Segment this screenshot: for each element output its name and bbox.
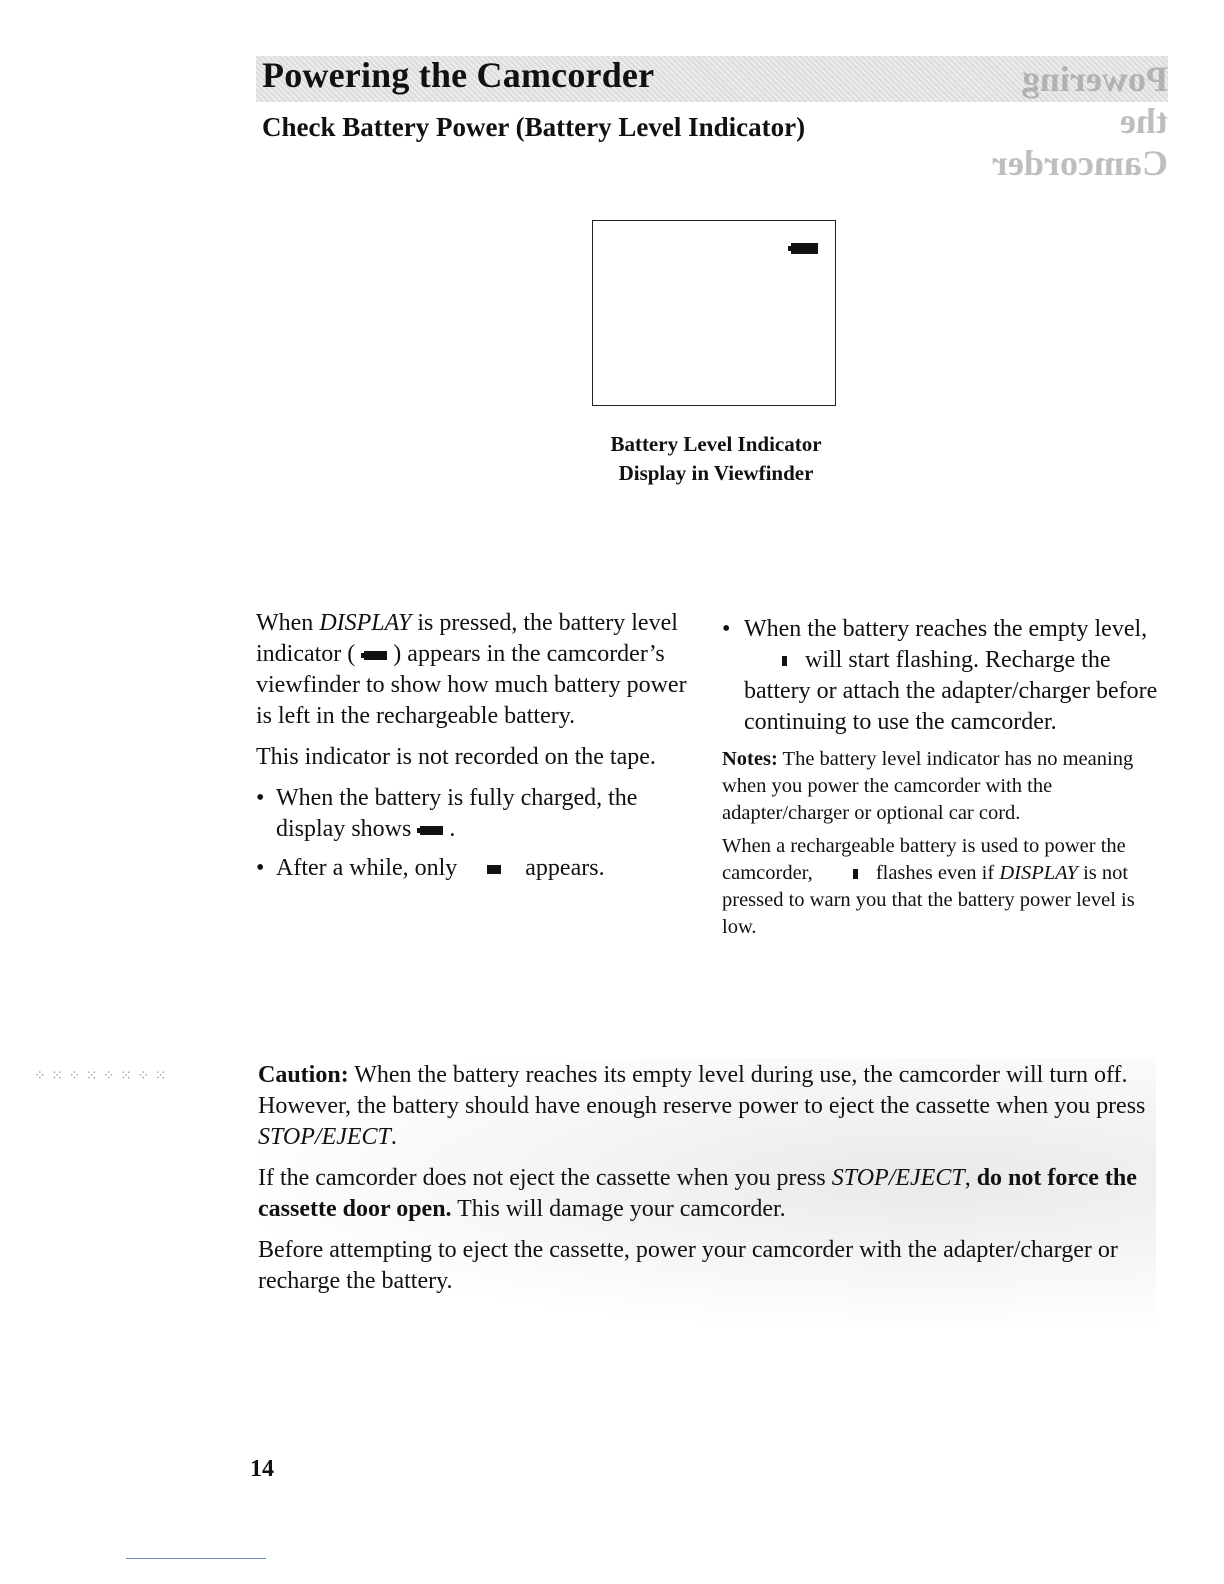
caution-paragraph: Before attempting to eject the cassette, power your camcorder with the adapter/charger or recharge the battery. [258, 1237, 1118, 1294]
list-item [722, 614, 1162, 738]
bullet-symbol: • [256, 785, 265, 811]
header-bleed-through-text: Powering the Camcorder [992, 59, 1168, 183]
right-column [722, 614, 1162, 947]
stop-eject-button-name: STOP/EJECT [831, 1165, 965, 1191]
caption-line-1: Battery Level Indicator [610, 432, 822, 456]
text: ) appears in the camcorder’s viewfinder to show how much battery power is left in the rechargeable battery. [256, 641, 687, 729]
bullet-symbol: • [722, 616, 731, 642]
text: appears. [525, 855, 605, 881]
page-number: 14 [250, 1456, 274, 1482]
battery-half-icon [487, 865, 501, 874]
text: When [256, 610, 320, 636]
caution-label: Caution: [258, 1062, 349, 1088]
intro-paragraph [256, 608, 706, 732]
battery-full-icon [417, 826, 443, 835]
display-button-name: DISPLAY [319, 610, 412, 636]
left-column [256, 608, 706, 892]
display-button-name: DISPLAY [999, 862, 1078, 884]
caution-paragraph [258, 1163, 1158, 1225]
page-title: Powering the Camcorder [262, 55, 655, 95]
notes-paragraph [722, 746, 1162, 827]
footer-rule [126, 1558, 266, 1559]
text: If the camcorder does not eject the cassette when you press [258, 1165, 832, 1191]
bullet-text [744, 614, 1162, 738]
viewfinder-display [592, 220, 836, 406]
list-item [256, 853, 706, 884]
text: is pressed, the battery level indicator ( [256, 610, 678, 667]
not-recorded-note: This indicator is not recorded on the tape. [256, 744, 656, 770]
text: After a while, only [276, 855, 458, 881]
bullet-symbol: • [256, 855, 265, 881]
notes-label: Notes: [722, 748, 778, 770]
text: flashes even if [875, 862, 995, 884]
battery-empty-icon [782, 656, 787, 666]
text: is not pressed to warn you that the battery power level is low. [722, 862, 1135, 938]
battery-full-icon [361, 651, 387, 660]
figure-caption [540, 430, 892, 488]
text: . [390, 1124, 397, 1150]
warning-emphasis: do not force the cassette door open. [258, 1165, 1137, 1222]
text: . [449, 816, 456, 842]
section-subtitle: Check Battery Power (Battery Level Indicator) [262, 112, 806, 142]
text: When the battery reaches its empty level during use, the camcorder will turn off. However, the battery should have enough reserve power to eject the cassette when you press [258, 1062, 1146, 1119]
scan-noise-marks: ⁘ ⁙ ⁘ ⁙ ⁘ ⁙ ⁘ ⁙ [34, 1069, 168, 1084]
battery-full-icon [788, 243, 818, 254]
bullet-text [276, 853, 605, 884]
text: When the battery reaches the empty level, [744, 616, 1148, 642]
bullet-text [276, 783, 706, 845]
text: This will damage your camcorder. [451, 1196, 786, 1222]
text: When the battery is fully charged, the display shows [276, 785, 638, 842]
text: When a rechargeable battery is used to power the camcorder, [722, 835, 1126, 884]
caution-paragraph [258, 1060, 1158, 1153]
text: will start flashing. Recharge the battery or attach the adapter/charger before continuing to use the camcorder. [744, 647, 1158, 735]
stop-eject-button-name: STOP/EJECT [258, 1124, 391, 1150]
notes-paragraph [722, 833, 1162, 941]
text: , [964, 1165, 977, 1191]
caution-block [258, 1060, 1158, 1307]
battery-empty-icon [853, 869, 858, 879]
caption-line-2: Display in Viewfinder [618, 461, 814, 485]
list-item [256, 783, 706, 845]
text: The battery level indicator has no meaning when you power the camcorder with the adapter/charger or optional car cord. [722, 748, 1134, 824]
